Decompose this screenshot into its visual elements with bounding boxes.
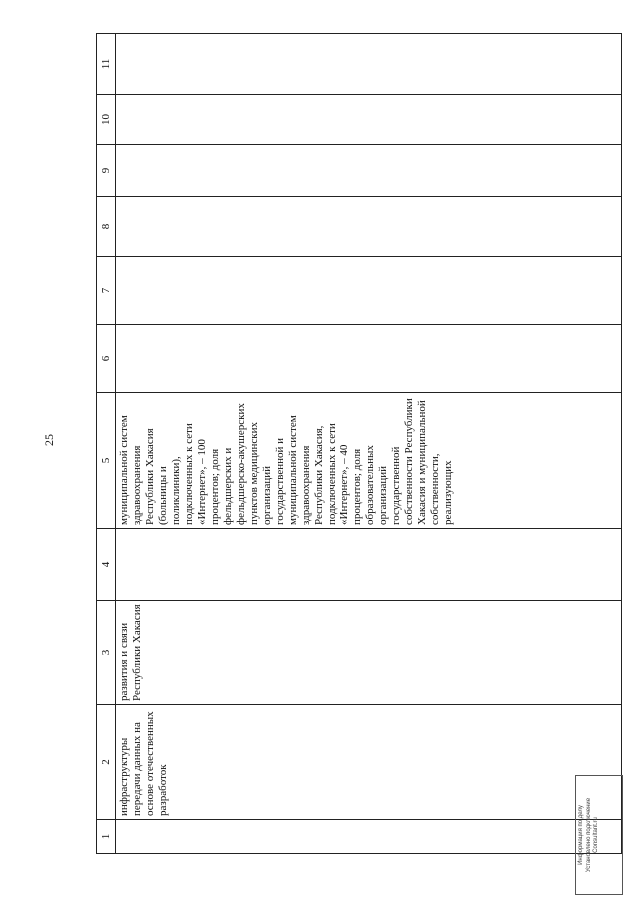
document-table <box>96 33 622 854</box>
column-header-2: 2 <box>97 705 116 820</box>
column-header-11: 11 <box>97 34 116 95</box>
column-header-9: 9 <box>97 145 116 197</box>
cell-col-9 <box>116 145 622 197</box>
cell-col-7 <box>116 257 622 325</box>
cell-col-1 <box>116 820 622 854</box>
stamp-line: Информация по делу <box>578 805 584 865</box>
cell-col-6 <box>116 325 622 393</box>
cell-col-3: развития и связи Республики Хакасия <box>116 601 622 705</box>
stamp-line: Consultant.ru <box>593 817 599 853</box>
header-row <box>97 34 116 854</box>
table-row <box>116 34 622 854</box>
column-header-1: 1 <box>97 820 116 854</box>
column-header-10: 10 <box>97 95 116 145</box>
column-header-7: 7 <box>97 257 116 325</box>
stamp-text <box>578 778 601 892</box>
cell-col-4 <box>116 529 622 601</box>
cell-col-8 <box>116 197 622 257</box>
cell-col-5: муниципальной систем здравоохранения Республики Хакасия (больницы и поликлиники), подключенных к сети «Интернет», – 100 процентов; доля фельдшерских и фельдшерско-акушерских пунктов медицинских организаций государственной и муниципальной систем здравоохранения Республики Хакасия, подключенных к сети «Интернет», – 40 процентов; доля образовательных организаций государственной собственности Республики Хакасия и муниципальной собственности, реализующих <box>116 393 622 529</box>
column-header-4: 4 <box>97 529 116 601</box>
stamp-line: Установлено подключение <box>585 797 592 873</box>
column-header-6: 6 <box>97 325 116 393</box>
column-header-5: 5 <box>97 393 116 529</box>
stamp <box>575 775 623 895</box>
page-number: 25 <box>42 434 56 446</box>
cell-col-10 <box>116 95 622 145</box>
cell-col-11 <box>116 34 622 95</box>
column-header-8: 8 <box>97 197 116 257</box>
cell-col-2: инфраструктуры передачи данных на основе отечественных разработок <box>116 705 622 820</box>
column-header-3: 3 <box>97 601 116 705</box>
document-table-rotated <box>96 34 622 854</box>
